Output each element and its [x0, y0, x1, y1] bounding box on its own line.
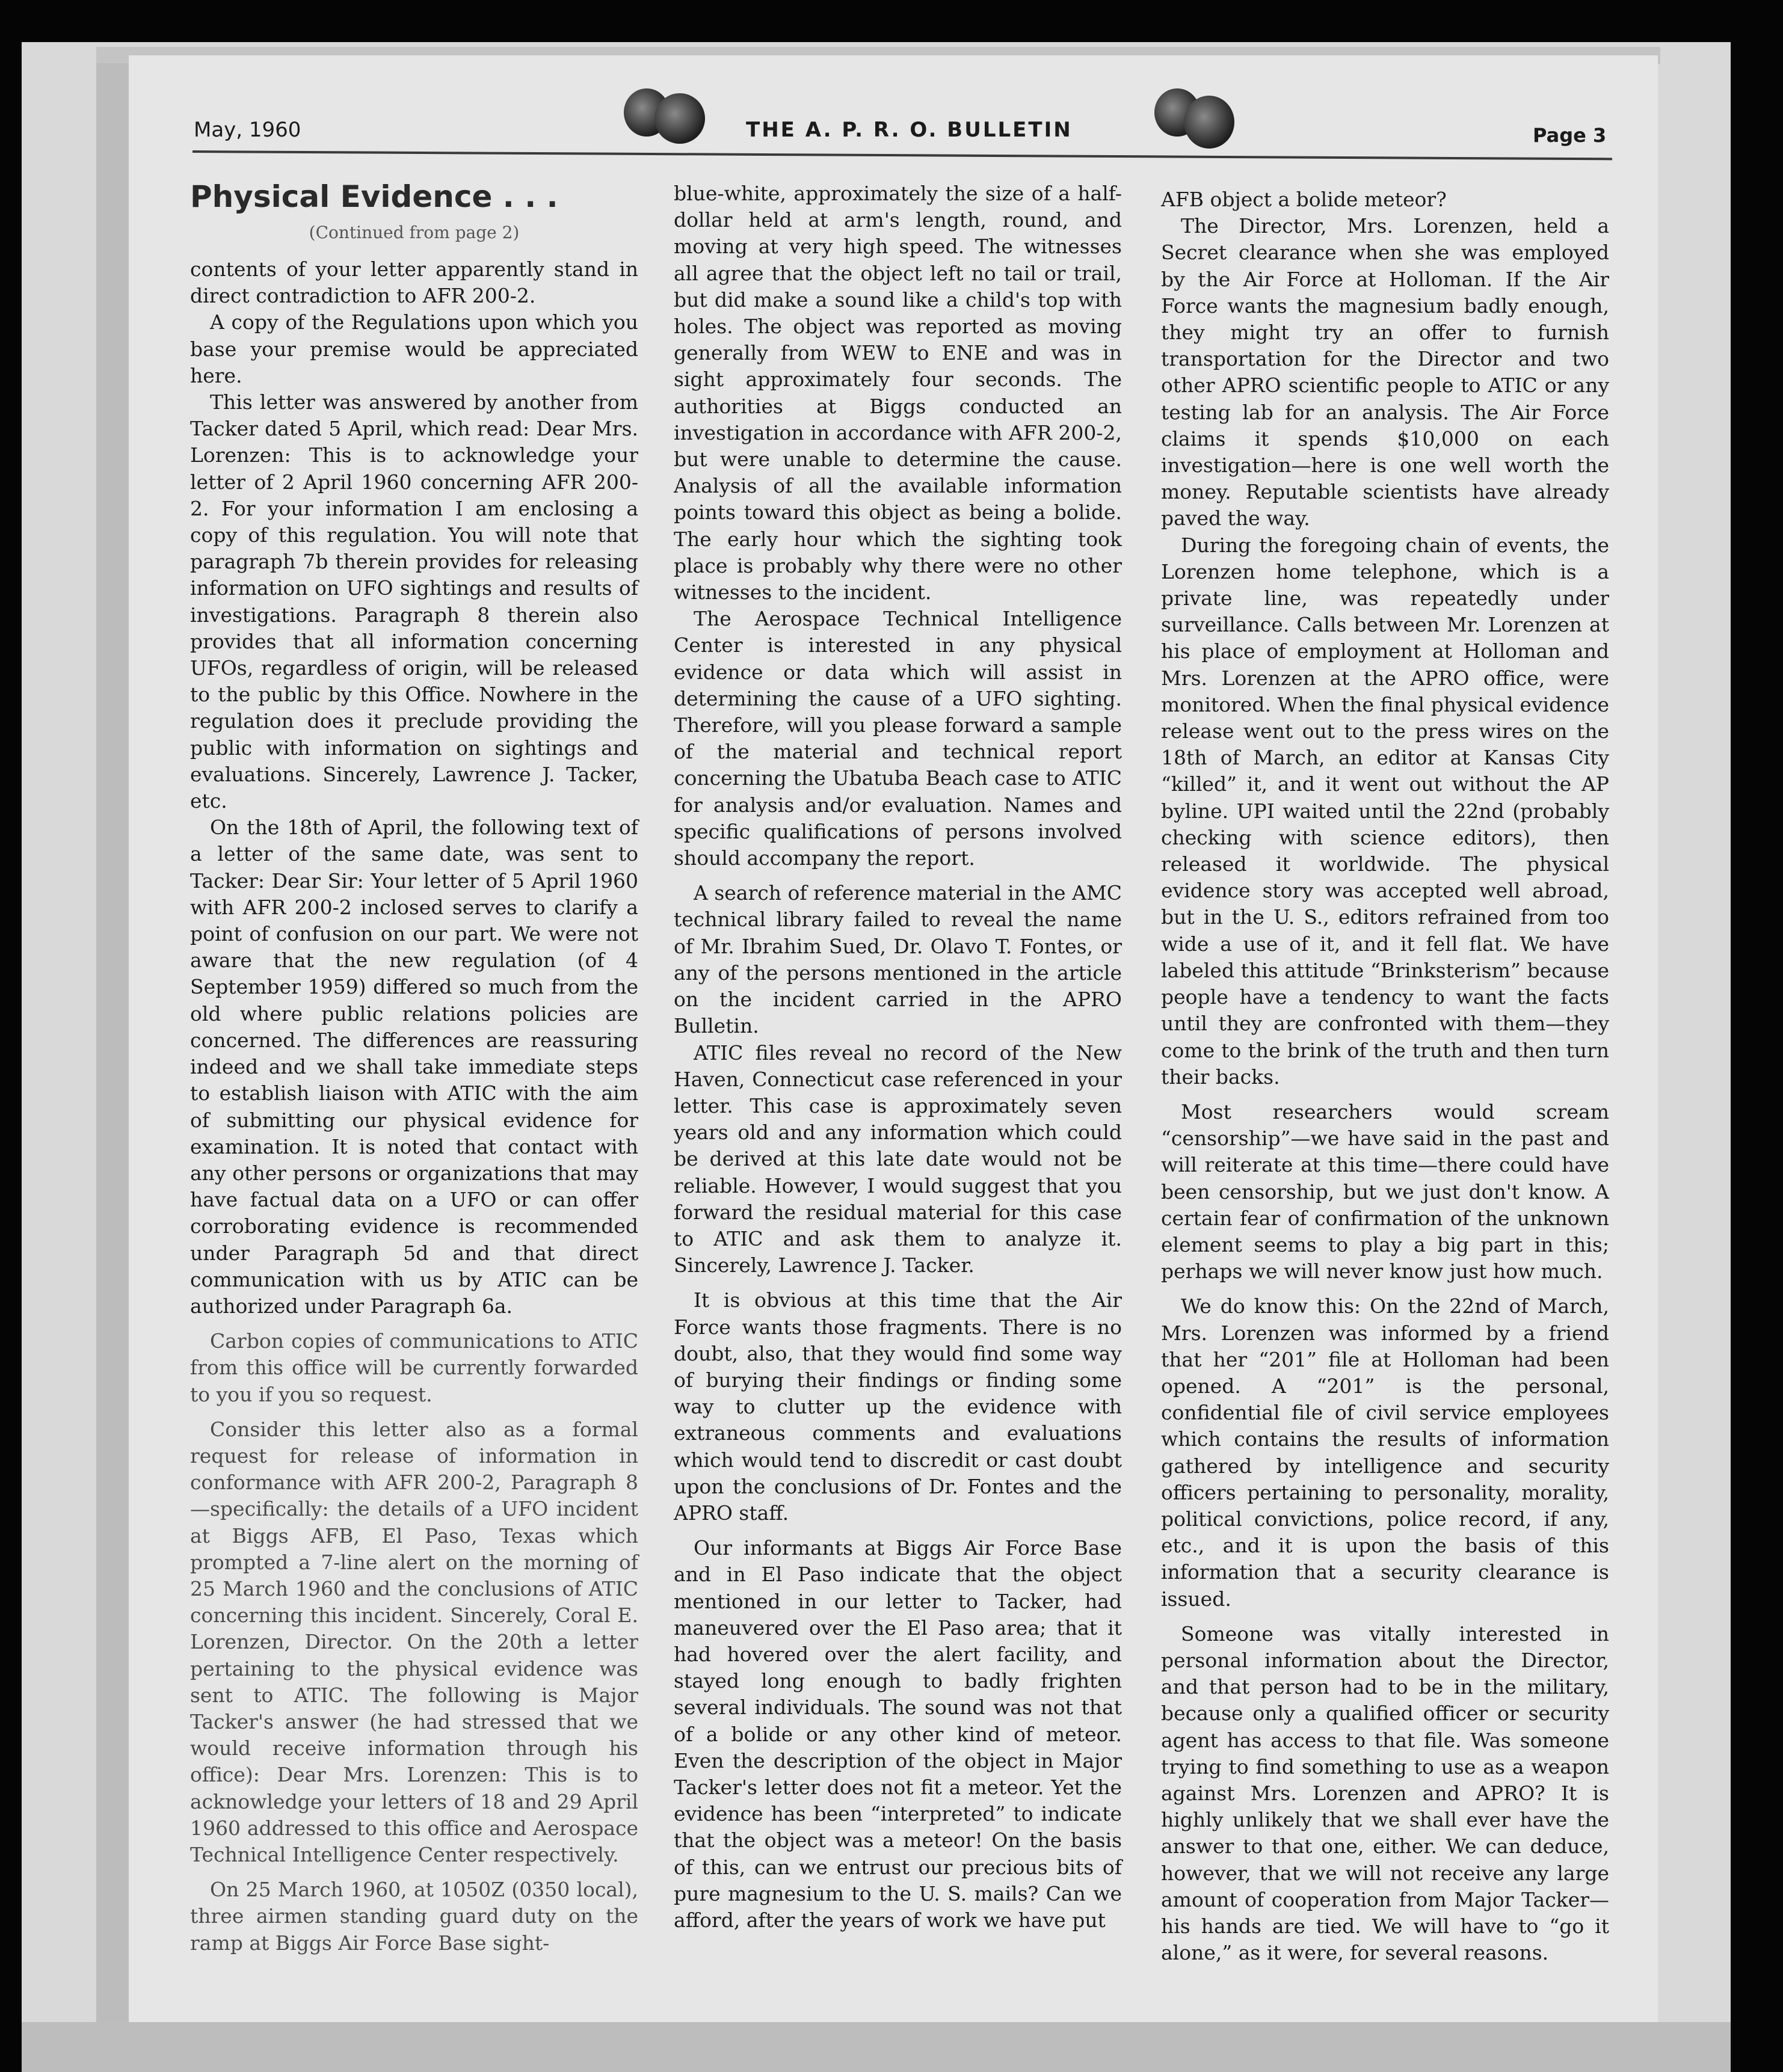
paragraph: Someone was vitally interested in personal information about the Director, and that person had to be in the military, because only a qualified officer or security agent has access to that file. Was someone trying to find something to use as a weapon against Mrs. Lorenzen and APRO? It is highly unlikely that we shall ever have the answer to that one, either. We can deduce, however, that we will not receive any large amount of cooperation from Major Tacker—his hands are tied. We will have to “go it alone,” as it were, for several reasons.: [1161, 1622, 1609, 1965]
paragraph: ATIC files reveal no record of the New Haven, Connecticut case referenced in your letter. This case is approximately seven years old and any information which could be derived at this late date would not be reliable. However, I would suggest that you forward the residual material for this case to ATIC and ask them to analyze it. Sincerely, Lawrence J. Tacker.: [674, 1041, 1122, 1277]
paragraph: A search of reference material in the AMC technical library failed to reveal the name of Mr. Ibrahim Sued, Dr. Olavo T. Fontes, or any of the persons mentioned in the article on the incident carried in the APRO Bulletin.: [674, 881, 1122, 1038]
saucer-logo-icon-left: [620, 85, 710, 146]
page-number: Page 3: [1533, 124, 1607, 147]
paragraph: AFB object a bolide meteor?: [1161, 188, 1447, 211]
paragraph: On 25 March 1960, at 1050Z (0350 local), three airmen standing guard duty on the ramp at Biggs Air Force Base sight-: [190, 1878, 638, 1955]
column-middle: [674, 180, 1122, 1934]
paragraph: On the 18th of April, the following text of a letter of the same date, was sent to Tacker: Dear Sir: Your letter of 5 April 1960 with AFR 200-2 inclosed serves to clarify a point of confusion on our part. We were not aware that the new regulation (of 4 September 1959) differed so much from the old where public relations policies are concerned. The differences are reassuring indeed and we shall take immediate steps to establish liaison with ATIC with the aim of submitting our physical evidence for examination. It is noted that contact with any other persons or organizations that may have factual data on a UFO or can offer corroborating evidence is recommended under Paragraph 5d and that direct communication with us by ATIC can be authorized under Paragraph 6a.: [190, 816, 638, 1318]
paragraph: A copy of the Regulations upon which you base your premise would be appreciated here.: [190, 310, 638, 387]
article-title: Physical Evidence . . .: [190, 179, 558, 214]
paragraph: contents of your letter apparently stand in direct contradiction to AFR 200-2.: [190, 257, 638, 308]
paragraph: The Director, Mrs. Lorenzen, held a Secret clearance when she was employed by the Air Force at Holloman. If the Air Force wants the magnesium badly enough, they might try an offer to furnish transportation for the Director and two other APRO scientific people to ATIC or any testing lab for an analysis. The Air Force claims it spends $10,000 on each investigation—here is one well worth the money. Reputable scientists have already paved the way.: [1161, 214, 1609, 530]
paragraph: Consider this letter also as a formal request for release of information in conformance with AFR 200-2, Paragraph 8—specifically: the details of a UFO incident at Biggs AFB, El Paso, Texas which prompted a 7-line alert on the morning of 25 March 1960 and the conclusions of ATIC concerning this incident. Sincerely, Coral E. Lorenzen, Director. On the 20th a letter pertaining to the physical evidence was sent to ATIC. The following is Major Tacker's answer (he had stressed that we would receive information through his office): Dear Mrs. Lorenzen: This is to acknowledge your letters of 18 and 29 April 1960 addressed to this office and Aerospace Technical Intelligence Center respectively.: [190, 1417, 638, 1866]
paragraph: During the foregoing chain of events, the Lorenzen home telephone, which is a private line, was repeatedly under surveillance. Calls between Mr. Lorenzen at his place of employment at Holloman and Mrs. Lorenzen at the APRO office, were monitored. When the final physical evidence release went out to the press wires on the 18th of March, an editor at Kansas City “killed” it, and it went out without the AP byline. UPI waited until the 22nd (probably checking with science editors), then released it worldwide. The physical evidence story was accepted well abroad, but in the U. S., editors refrained from too wide a use of it, and it fell flat. We have labeled this attitude “Brinksterism” because people have a tendency to want the facts until they are confronted with them—they come to the brink of the truth and then turn their backs.: [1161, 533, 1609, 1089]
paragraph: We do know this: On the 22nd of March, Mrs. Lorenzen was informed by a friend that her “201” file at Holloman had been opened. A “201” is the personal, confidential file of civil service employees which contains the results of information gathered by intelligence and security officers pertaining to personality, morality, political convictions, police record, if any, etc., and it is upon the basis of this information that a security clearance is issued.: [1161, 1294, 1609, 1611]
paragraph: Carbon copies of communications to ATIC from this office will be currently forwarded to you if you so request.: [190, 1329, 638, 1406]
continued-note: (Continued from page 2): [309, 223, 520, 242]
paragraph: Most researchers would scream “censorship”—we have said in the past and will reiterate at this time—there could have been censorship, but we just don't know. A certain fear of confirmation of the unknown element seems to play a big part in this; perhaps we will never know just how much.: [1161, 1099, 1609, 1283]
page-shadow-left: [96, 63, 130, 2072]
scan-bottom-band: [22, 2022, 1731, 2072]
paragraph: blue-white, approximately the size of a half-dollar held at arm's length, round, and moving at very high speed. The witnesses all agree that the object left no tail or trail, but did make a sound like a child's top with holes. The object was reported as moving generally from WEW to ENE and was in sight approximately four seconds. The authorities at Biggs conducted an investigation in accordance with AFR 200-2, but were unable to determine the cause. Analysis of all the available information points toward this object as being a bolide. The early hour which the sighting took place is probably why there were no other witnesses to the incident.: [674, 182, 1122, 604]
paragraph: This letter was answered by another from Tacker dated 5 April, which read: Dear Mrs. Lorenzen: This is to acknowledge your letter of 2 April 1960 concerning AFR 200-2. For your information I am enclosing a copy of this regulation. You will note that paragraph 7b therein provides for releasing information on UFO sightings and results of investigations. Paragraph 8 therein also provides that all information concerning UFOs, regardless of origin, will be released to the public by this Office. Nowhere in the regulation does it preclude providing the public with information on sightings and evaluations. Sincerely, Lawrence J. Tacker, etc.: [190, 390, 638, 813]
saucer-logo-icon-right: [1152, 87, 1239, 150]
column-right: [1161, 186, 1609, 1966]
masthead-title: THE A. P. R. O. BULLETIN: [746, 118, 1073, 142]
paragraph: Our informants at Biggs Air Force Base and in El Paso indicate that the object mentioned in our letter to Tacker, had maneuvered over the El Paso area; that it had hovered over the alert facility, and stayed long enough to badly frighten several individuals. The sound was not that of a bolide or any other kind of meteor. Even the description of the object in Major Tacker's letter does not fit a meteor. Yet the evidence has been “interpreted” to indicate that the object was a meteor! On the basis of this, can we entrust our precious bits of pure magnesium to the U. S. mails? Can we afford, after the years of work we have put: [674, 1536, 1122, 1932]
issue-date: May, 1960: [194, 118, 301, 142]
paragraph: It is obvious at this time that the Air Force wants those fragments. There is no doubt, also, that they would find some way of burying their findings or finding some way to clutter up the evidence with extraneous comments and evaluations which would tend to discredit or cast doubt upon the conclusions of Dr. Fontes and the APRO staff.: [674, 1288, 1122, 1525]
paragraph: The Aerospace Technical Intelligence Center is interested in any physical evidence or data which will assist in determining the cause of a UFO sighting. Therefore, will you please forward a sample of the material and technical report concerning the Ubatuba Beach case to ATIC for analysis and/or evaluation. Names and specific qualifications of persons involved should accompany the report.: [674, 607, 1122, 870]
column-left: [190, 256, 638, 1957]
